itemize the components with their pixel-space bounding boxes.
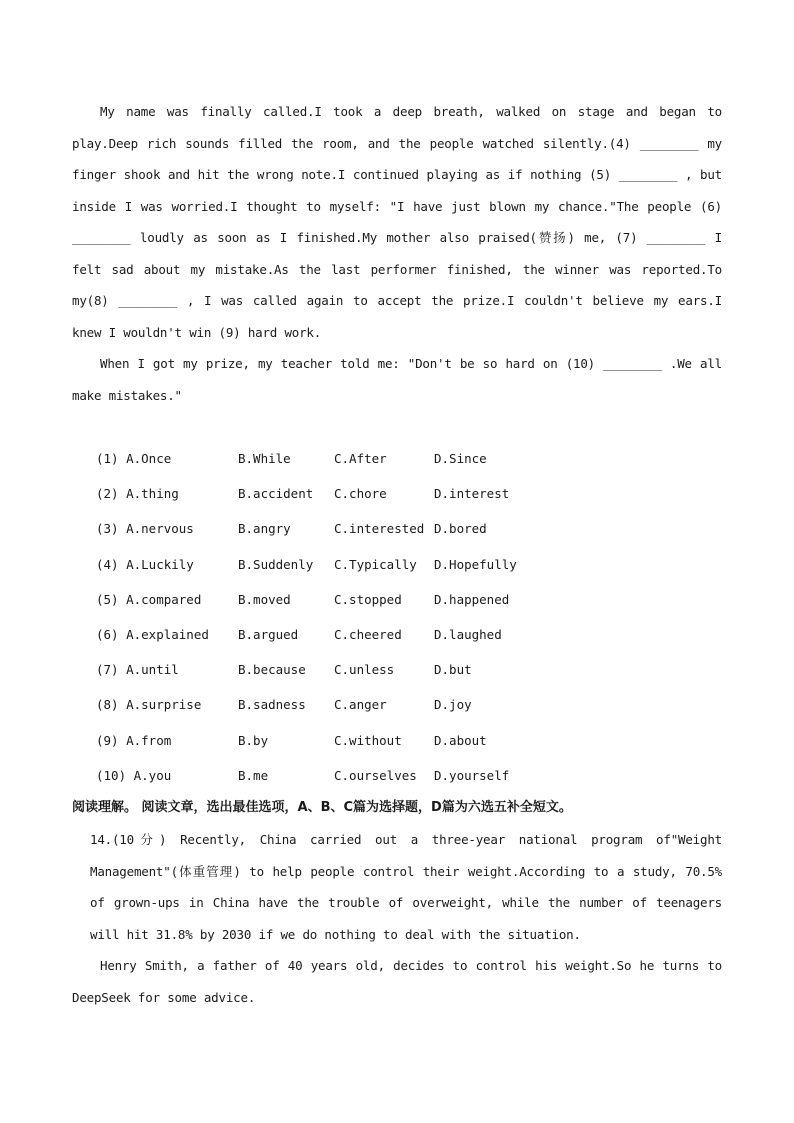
option-b: B.by	[238, 732, 269, 748]
option-row	[96, 621, 556, 656]
option-a: (7) A.until	[96, 662, 179, 678]
option-a: (1) A.Once	[96, 451, 172, 466]
option-c: C.cheered	[334, 626, 402, 642]
option-c: C.without	[334, 732, 402, 748]
option-d: D.but	[434, 662, 472, 678]
option-a: (10) A.you	[96, 767, 172, 783]
option-row	[96, 762, 556, 797]
option-d: D.laughed	[434, 626, 502, 642]
option-d: D.interest	[434, 486, 510, 502]
option-b: B.argued	[238, 626, 299, 642]
option-d: D.joy	[434, 697, 472, 713]
option-a: (3) A.nervous	[96, 521, 194, 537]
passage-paragraph-1: My name was finally called.I took a deep breath, walked on stage and began to play.Deep rich sounds filled the room, and the people watched silently.(4) ________ my finger shook and hit the wrong note.I continued playing as if nothing (5) ________ , but inside I was worried.I thought to myself: "I have just blown my chance."The people (6) ________ loudly as soon as I finished.My mother also praised(赞扬) me, (7) ________ I felt sad about my mistake.As the last performer finished, the winner was reported.To my(8) ________ , I was called again to accept the prize.I couldn't believe my ears.I knew I wouldn't win (9) hard work.	[72, 104, 722, 340]
option-d: D.yourself	[434, 767, 510, 783]
option-d: D.Hopefully	[434, 556, 517, 572]
option-d: D.happened	[434, 591, 510, 607]
option-c: C.Typically	[334, 556, 417, 572]
option-row	[96, 727, 556, 762]
option-c: C.stopped	[334, 591, 402, 607]
option-c: C.chore	[334, 486, 387, 502]
option-a: (2) A.thing	[96, 486, 179, 502]
option-row	[96, 586, 556, 621]
option-b: B.sadness	[238, 697, 306, 713]
cloze-passage	[72, 96, 722, 411]
option-d: D.bored	[434, 521, 487, 537]
option-row	[96, 656, 556, 691]
option-c: C.ourselves	[334, 767, 417, 783]
option-b: B.accident	[238, 486, 314, 502]
answer-options	[96, 445, 556, 797]
question-14-paragraph-2: Henry Smith, a father of 40 years old, decides to control his weight.So he turns to DeepSeek for some advice.	[72, 958, 722, 1005]
option-b: B.Suddenly	[238, 556, 314, 572]
option-row	[96, 480, 556, 515]
option-row	[96, 445, 556, 480]
option-a: (6) A.explained	[96, 626, 209, 642]
option-row	[96, 691, 556, 726]
passage-paragraph-2: When I got my prize, my teacher told me: "Don't be so hard on (10) ________ .We all make mistakes."	[72, 356, 722, 403]
option-d: D.Since	[434, 451, 487, 466]
option-c: C.After	[334, 451, 387, 466]
option-a: (5) A.compared	[96, 591, 202, 607]
option-c: C.unless	[334, 662, 395, 678]
question-14	[72, 824, 722, 1013]
option-row	[96, 551, 556, 586]
option-a: (4) A.Luckily	[96, 556, 194, 572]
option-b: B.me	[238, 767, 269, 783]
option-b: B.While	[238, 451, 291, 466]
option-a: (9) A.from	[96, 732, 172, 748]
option-b: B.because	[238, 662, 306, 678]
option-b: B.moved	[238, 591, 291, 607]
option-c: C.anger	[334, 697, 387, 713]
option-b: B.angry	[238, 521, 291, 537]
question-14-paragraph-1: 14.(10分) Recently, China carried out a three-year national program of"Weight Management"(体重管理) to help people control their weight.According to a study, 70.5% of grown-ups in China have the trouble of overweight, while the number of teenagers will hit 31.8% by 2030 if we do nothing to deal with the situation.	[90, 832, 722, 942]
section-heading: 阅读理解。 阅读文章，选出最佳选项，A、B、C篇为选择题，D篇为六选五补全短文。	[72, 800, 572, 815]
option-a: (8) A.surprise	[96, 697, 202, 713]
option-c: C.interested	[334, 521, 425, 537]
option-row	[96, 515, 556, 550]
option-d: D.about	[434, 732, 487, 748]
